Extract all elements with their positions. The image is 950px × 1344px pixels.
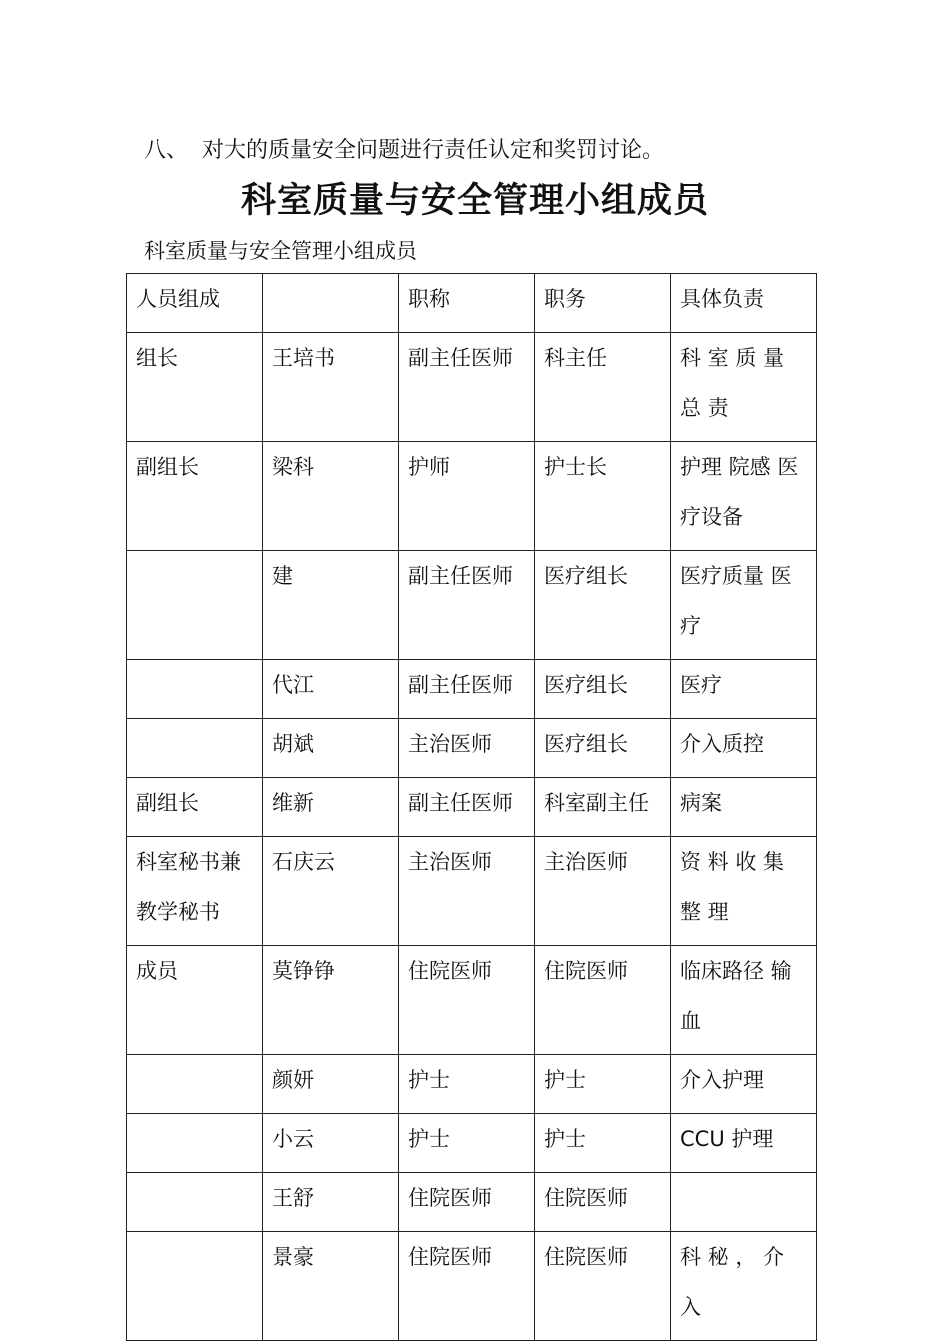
header-cell-name xyxy=(263,274,399,333)
page-title: 科室质量与安全管理小组成员 xyxy=(240,181,709,221)
cell-composition xyxy=(127,1114,263,1173)
cell-name: 王舒 xyxy=(263,1173,399,1232)
cell-name: 建 xyxy=(263,551,399,660)
table-row xyxy=(127,837,817,946)
table-row xyxy=(127,660,817,719)
cell-title: 护士 xyxy=(399,1114,535,1173)
cell-composition xyxy=(127,551,263,660)
cell-title: 住院医师 xyxy=(399,1232,535,1341)
cell-position: 护士 xyxy=(535,1114,671,1173)
cell-composition: 成员 xyxy=(127,946,263,1055)
cell-name: 胡斌 xyxy=(263,719,399,778)
cell-position: 医疗组长 xyxy=(535,719,671,778)
table-row xyxy=(127,1114,817,1173)
cell-name: 维新 xyxy=(263,778,399,837)
cell-composition: 组长 xyxy=(127,333,263,442)
cell-title: 住院医师 xyxy=(399,946,535,1055)
cell-name: 石庆云 xyxy=(263,837,399,946)
header-cell-responsibility: 具体负责 xyxy=(671,274,817,333)
cell-responsibility: CCU 护理 xyxy=(671,1114,817,1173)
cell-title: 住院医师 xyxy=(399,1173,535,1232)
cell-position: 护士长 xyxy=(535,442,671,551)
cell-position: 住院医师 xyxy=(535,1173,671,1232)
cell-responsibility: 医疗 xyxy=(671,660,817,719)
cell-responsibility: 临床路径 输血 xyxy=(671,946,817,1055)
cell-responsibility xyxy=(671,1173,817,1232)
cell-title: 副主任医师 xyxy=(399,333,535,442)
cell-composition xyxy=(127,1173,263,1232)
cell-position: 护士 xyxy=(535,1055,671,1114)
table-row xyxy=(127,946,817,1055)
header-cell-position: 职务 xyxy=(535,274,671,333)
cell-responsibility: 介入质控 xyxy=(671,719,817,778)
cell-title: 副主任医师 xyxy=(399,660,535,719)
cell-position: 科主任 xyxy=(535,333,671,442)
cell-responsibility: 病案 xyxy=(671,778,817,837)
header-cell-title: 职称 xyxy=(399,274,535,333)
cell-title: 护师 xyxy=(399,442,535,551)
table-caption: 科室质量与安全管理小组成员 xyxy=(144,239,417,263)
cell-title: 主治医师 xyxy=(399,719,535,778)
numbered-item xyxy=(144,136,664,166)
cell-composition xyxy=(127,1232,263,1341)
cell-position: 医疗组长 xyxy=(535,551,671,660)
cell-composition xyxy=(127,719,263,778)
cell-responsibility: 科 秘 ， 介 入 xyxy=(671,1232,817,1341)
cell-position: 主治医师 xyxy=(535,837,671,946)
table-row xyxy=(127,551,817,660)
cell-position: 医疗组长 xyxy=(535,660,671,719)
cell-responsibility: 科 室 质 量 总 责 xyxy=(671,333,817,442)
item-text: 对大的质量安全问题进行责任认定和奖罚讨论。 xyxy=(202,138,665,163)
cell-name: 王培书 xyxy=(263,333,399,442)
cell-responsibility: 护理 院感 医疗设备 xyxy=(671,442,817,551)
cell-title: 主治医师 xyxy=(399,837,535,946)
cell-composition: 副组长 xyxy=(127,442,263,551)
cell-position: 住院医师 xyxy=(535,1232,671,1341)
table-row xyxy=(127,442,817,551)
cell-name: 颜妍 xyxy=(263,1055,399,1114)
cell-position: 科室副主任 xyxy=(535,778,671,837)
cell-name: 莫铮铮 xyxy=(263,946,399,1055)
cell-name: 梁科 xyxy=(263,442,399,551)
cell-responsibility: 介入护理 xyxy=(671,1055,817,1114)
cell-title: 副主任医师 xyxy=(399,551,535,660)
members-table xyxy=(126,273,817,1341)
table-row xyxy=(127,778,817,837)
cell-composition: 副组长 xyxy=(127,778,263,837)
cell-position: 住院医师 xyxy=(535,946,671,1055)
cell-composition xyxy=(127,1055,263,1114)
cell-name: 小云 xyxy=(263,1114,399,1173)
item-number: 八、 xyxy=(144,138,189,163)
table-row xyxy=(127,1232,817,1341)
cell-composition: 科室秘书兼教学秘书 xyxy=(127,837,263,946)
table-row xyxy=(127,719,817,778)
table-row xyxy=(127,333,817,442)
cell-responsibility: 资 料 收 集 整 理 xyxy=(671,837,817,946)
table-header-row xyxy=(127,274,817,333)
cell-name: 景豪 xyxy=(263,1232,399,1341)
cell-title: 护士 xyxy=(399,1055,535,1114)
table-row xyxy=(127,1173,817,1232)
cell-title: 副主任医师 xyxy=(399,778,535,837)
table-row xyxy=(127,1055,817,1114)
cell-responsibility: 医疗质量 医 疗 xyxy=(671,551,817,660)
cell-name: 代江 xyxy=(263,660,399,719)
cell-composition xyxy=(127,660,263,719)
header-cell-composition: 人员组成 xyxy=(127,274,263,333)
